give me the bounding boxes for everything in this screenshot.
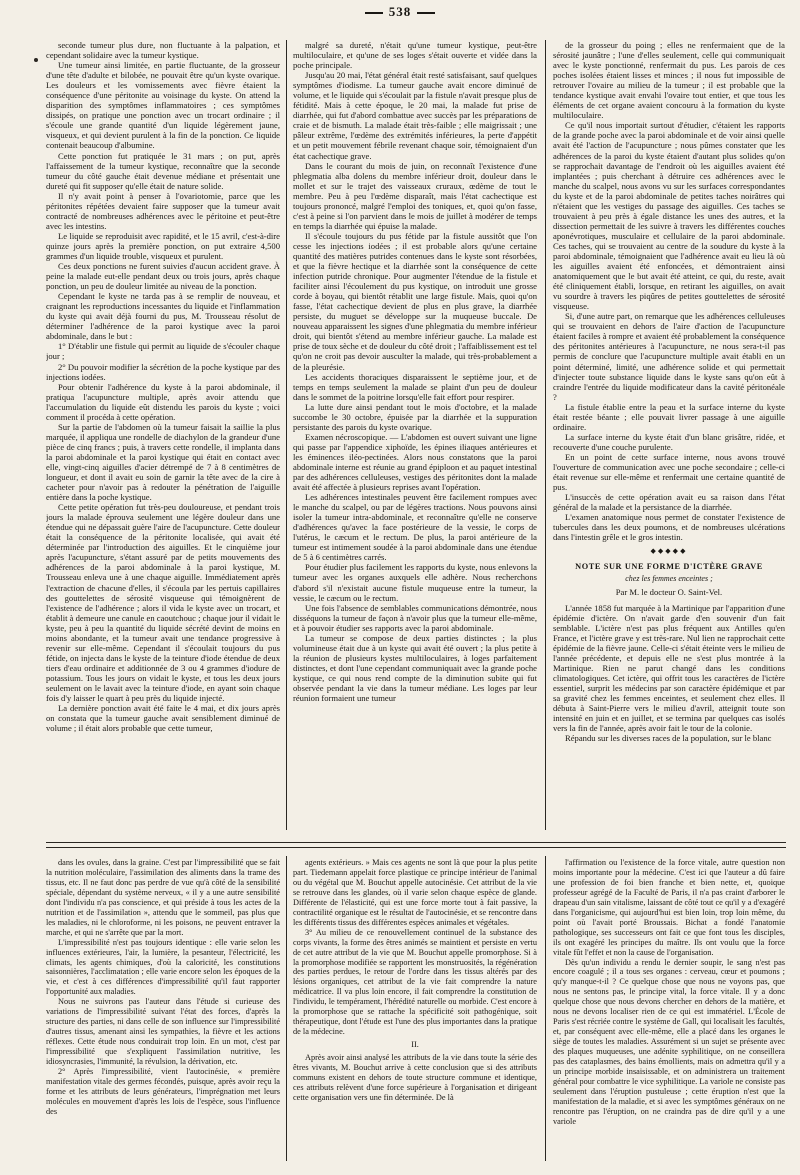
page-number-rule-left [365,12,383,14]
section-ornament: ◆◆◆◆◆ [650,547,688,556]
column-3-article-end [553,40,785,542]
paragraph: Ce qu'il nous importait surtout d'étudier, c'étaient les rapports de la grande poche avec la paroi abdominale et de voir ainsi quelle avait été l'action de l'acupuncture ; nous pûmes constater que les adhérences de la paroi du kyste étaient d'autant plus solides qu'on se rapprochait davantage de l'endroit où les aiguilles avaient été implantées ; puis cherchant à détruire ces adhérences avec le manche du scalpel, nous avons vu sur les surfaces correspondantes du kyste et de la paroi abdominale de petites taches noirâtres qui n'étaient que les vestiges du passage des aiguilles. Ces taches se trouvaient à peu près à égale distance les unes des autres, et la dissection permettait de les suivre à travers les différentes couches aponévrotiques, musculaire et cellulaire de la paroi abdominale. Ces taches, qui se trouvaient au centre de la soudure du kyste à la paroi abdominale, témoignaient que l'adhérence avait eu lieu là où les aiguilles avaient été enfoncées, et démontraient ainsi anatomiquement que le but avait été atteint, ce qui, du reste, avait été cliniquement établi, lorsque, en retirant les aiguilles, on avait vu sourdre à travers les piqûres de petites gouttelettes de sérosité visqueuse. [553,120,785,312]
paragraph: Les accidents thoraciques disparaissent le septième jour, et de temps en temps seulement la malade se plaint d'un peu de douleur dans le sommet de la poitrine lorsqu'elle fait effort pour respirer. [293,371,537,402]
paragraph: Cependant le kyste ne tarda pas à se remplir de nouveau, et craignant les reproductions incessantes du liquide et l'inflammation du kyste qui avait déjà fourni du pus, M. Trousseau résolut de déterminer l'adhérence de la paroi kystique avec la paroi abdominale, dans le but : [46,291,280,342]
paragraph: Une fois l'absence de semblables communications démontrée, nous disséquons la tumeur de façon à n'avoir plus que la tumeur elle-même, et à pouvoir étudier ses rapports avec la paroi abdominale. [293,602,537,633]
paragraph: 2° Du pouvoir modifier la sécrétion de la poche kystique par des injections iodées. [46,361,280,382]
paragraph: Examen nécroscopique. — L'abdomen est ouvert suivant une ligne qui passe par l'appendice xiphoïde, les épines iliaques antérieures et les éminences iléo-pectinées. Alors nous constatons que la paroi abdominale interne est réunie au grand épiploon et au paquet intestinal par des adhérences celluleuses, vestiges des péritonites dont la malade avait été affectée à plusieurs reprises avant l'opération. [293,431,537,493]
paragraph: Jusqu'au 20 mai, l'état général était resté satisfaisant, sauf quelques symptômes d'iodisme. La tumeur gauche avait encore diminué de volume, et le liquide qui s'écoulait par la fistule n'avait presque plus de fétidité. Mais à cette époque, le 20 mai, la malade fut prise de diarrhée, qui fut d'abord combattue avec succès par les préparations de craie et de bismuth. La malade était très-faible ; elle maigrissait ; une pâleur extrême, l'œdème des extrémités inférieures, la perte d'appétit et un petit mouvement fébrile revenant chaque soir, témoignaient d'un état cachectique grave. [293,70,537,161]
paragraph: Répandu sur les diverses races de la population, sur le blanc [565,733,772,744]
paragraph: Cette ponction fut pratiquée le 31 mars ; on put, après l'affaissement de la tumeur kystique, reconnaître que la seconde tumeur du côté gauche était devenue médiane et présentait une dureté qui fit supposer qu'elle était de nature solide. [46,150,280,191]
paragraph: Les adhérences intestinales peuvent être facilement rompues avec le manche du scalpel, ou par de légères tractions. Nous pouvons ainsi isoler la tumeur intra-abdominale, et reconnaître qu'elle ne conserve d'adhérences qu'avec la face postérieure de la vessie, le corps de l'utérus, le cæcum et le rectum. De plus, la paroi antérieure de la tumeur est intimement soudée à la paroi abdominale dans une étendue de 5 à 6 centimètres carrés. [293,492,537,563]
paragraph: L'impressibilité n'est pas toujours identique : elle varie selon les influences extérieures, l'air, la lumière, la pesanteur, l'électricité, les climats, les agents chimiques, d'où la caloricité, les constitutions saisonnières, l'acclimatation ; elle varie encore selon les époques de la vie, et c'est à ces différences d'impressibilité qu'il faut rapporter l'opportunité aux maladies. [46,937,280,997]
paragraph: Le liquide se reproduisit avec rapidité, et le 15 avril, c'est-à-dire quinze jours après la première ponction, on put extraire 4,500 grammes d'un liquide trouble, visqueux et purulent. [46,230,280,261]
note-title: NOTE SUR UNE FORME D'ICTÈRE GRAVE [575,562,763,572]
paragraph: agents extérieurs. » Mais ces agents ne sont là que pour la plus petite part. Tiedemann appelait force plastique ce principe intérieur de l'animal ou du végétal que M. Bouchut appelle autocinésie. Cet attribut de la vie se retrouve dans les glandes, où il varie selon chaque espèce de glande. Différente de l'élasticité, qui est une force morte tout à fait passive, la contractilité organique est le résultat de l'autocinésie, et se rencontre dans les différents tissus des différentes espèces animales et végétales. [293,858,537,927]
paragraph: En un point de cette surface interne, nous avons trouvé l'ouverture de communication avec une poche secondaire ; celle-ci était revenue sur elle-même et renfermait une certaine quantité de pus. [553,451,785,493]
bottom-column-3 [553,858,785,1158]
margin-dot [34,58,38,62]
paragraph: Après avoir ainsi analysé les attributs de la vie dans toute la série des êtres vivants, M. Bouchut arrive à cette conclusion que si des attributs communs existent en dehors de toute structure commune et identique, ces attributs relèvent d'une force supérieure à l'organisation et dirigeant cette organisation vers une fin déterminée. De là [293,1053,537,1102]
note-author: Par M. le docteur O. Saint-Vel. [615,587,723,598]
paragraph: 1° D'établir une fistule qui permit au liquide de s'écouler chaque jour ; [46,341,280,362]
page-number-rule-right [417,12,435,14]
paragraph: Ces deux ponctions ne furent suivies d'aucun accident grave. À peine la malade eut-elle pendant deux ou trois jours, après chaque ponction, un peu de douleur limitée au niveau de la ponction. [46,261,280,292]
column-divider-2 [545,40,546,830]
page-number-text: 538 [388,4,412,19]
bottom-divider-2 [545,856,546,1161]
paragraph: 3° Au milieu de ce renouvellement continuel de la substance des corps vivants, la forme des êtres animés se maintient et persiste en vertu de cet autre attribut de la vie que M. Bouchut appelle promorphose. Si à la promorphose modifiée se rapportent les monstruosités, la régénération des parties perdues, le retour de l'ordre dans les tissus altérés par des lésions organiques, cet attribut de la vie fait comprendre la nature médicatrice. Il va plus loin encore, il fait comprendre la constitution de l'individu, le tempérament, l'hérédité naturelle ou morbide. C'est encore à la promorphose que se rattache la spécificité soit pathogénique, soit thérapeutique, dont l'étude est l'une des plus importantes dans la pratique de la médecine. [293,927,537,1037]
paragraph: Une tumeur ainsi limitée, en partie fluctuante, de la grosseur d'une tête d'adulte et bilobée, ne pouvait être qu'un kyste ovarique. Les douleurs et les vomissements avec fièvre étaient la conséquence d'une péritonite au voisinage du kyste. On attend la disparition des symptômes inflammatoires ; ces symptômes dissipés, on pratique une ponction avec un trocart ordinaire ; il s'écoule une grande quantité d'un liquide légèrement jaune, visqueux, et qui devient purulent à la fin de la ponction. Ce liquide contenait beaucoup d'albumine. [46,60,280,151]
column-1 [46,40,280,820]
paragraph: L'insuccès de cette opération avait eu sa raison dans l'état général de la malade et la persistance de la diarrhée. [553,492,785,513]
note-subtitle: chez les femmes enceintes ; [625,574,713,584]
paragraph: Si, d'une autre part, on remarque que les adhérences celluleuses qui se trouvaient en dehors de l'aire d'action de l'acupuncture étaient faciles à rompre et avaient été probablement la conséquence des péritonites antérieures à l'acupuncture, ne nous sera-t-il pas permis de conclure que l'acupuncture multiple avait établi en un point déterminé, limité, une adhérence solide et qui permettait d'injecter toute substance liquide dans le kyste sans qu'on eût à craindre l'entrée du liquide modificateur dans la cavité péritonéale ? [553,311,785,402]
paragraph: II. [411,1040,419,1050]
paragraph: l'affirmation ou l'existence de la force vitale, autre question non moins importante pour la médecine. C'est ici que l'auteur a dû faire une profession de foi bien franche et bien nette, et, quoique professeur agrégé de la Faculté de Paris, il n'a pas craint d'arborer le drapeau d'un sain vitalisme, laissant de côté tout ce qu'il y a d'exagéré dans l'organicisme, qui aujourd'hui est bien loin, trop loin même, du point où l'avait porté Broussais. Bichat a fondé l'anatomie pathologique, ses successeurs ont fait ce que font tous les disciples, ils ont exagéré les principes du maître. Ils ont voulu que la force vitale fût l'effet et non la cause de l'organisation. [553,858,785,957]
paragraph: La tumeur se compose de deux parties distinctes ; la plus volumineuse était due à un kyste qui avait été ouvert ; la plus petite à la réunion de plusieurs kystes multiloculaires, à loges parfaitement distinctes, et dont l'une cependant communiquait avec la grande poche kystique, ce qui nous rend compte de la diminution subite qui fut observée pendant la vie dans la tumeur médiane. Les loges par leur réunion formaient une tumeur [293,632,537,704]
paragraph: 2° Après l'impressibilité, vient l'autocinésie, « première manifestation vitale des germes fécondés, puisque, après avoir reçu la forme et les attributs de leurs générateurs, l'imprégnation met leurs molécules en mouvement d'après les lois de l'espèce, sous l'influence des [46,1067,280,1116]
paragraph: Il s'écoule toujours du pus fétide par la fistule aussitôt que l'on cesse les injections iodées ; il est probable alors qu'une certaine quantité des matières putrides contenues dans le kyste sont résorbées, et que la fièvre hectique et la diarrhée sont la conséquence de cette infection putride chronique. Pour augmenter l'étendue de la fistule et faciliter ainsi l'écoulement du pus kystique, on introduit une grosse corde à boyau, qui bientôt rétablit une large fistule. Mais, quoi qu'on fasse, l'état cachectique devient de plus en plus grave, la diarrhée persiste, du muguet se développe sur la muqueuse buccale. De nouveau apparaissent les signes d'une phlegmatia du membre inférieur droit, qui bientôt s'étend au membre inférieur gauche. La malade est prise de toux sèche et de douleur du côté droit ; l'affaiblissement est tel qu'on ne croit pas devoir ausculter la malade, qui très-probablement a de la pleurésie. [293,230,537,372]
horizontal-divider-top [46,842,786,843]
paragraph: seconde tumeur plus dure, non fluctuante à la palpation, et cependant solidaire avec la tumeur kystique. [46,40,280,61]
paragraph: Dans le courant du mois de juin, on reconnaît l'existence d'une phlegmatia alba dolens du membre inférieur droit, douleur dans le mollet et sur le trajet des vaisseaux cruraux, œdème de tout le membre. Peu à peu l'œdème disparaît, mais l'état cachectique est toujours prononcé, malgré l'emploi des toniques, et, quoi qu'on fasse, c'est à peine si l'on parvient dans le mois de juillet à modérer de temps en temps la diarrhée qui épuise la malade. [293,160,537,231]
paragraph: Dès qu'un individu a rendu le dernier soupir, le sang n'est pas encore coagulé ; il a tous ses organes : cerveau, cœur et poumons ; qu'y manque-t-il ? Ce quelque chose que nous ne voyons pas, que nous ne sentons pas, le principe vital, la force vitale. Il y a donc quelque chose que nous devons chercher en dehors de la matière, et nous ne devons localiser rien de ce qui est immatériel. L'École de Paris s'est récriée contre le système de Gall, qui localisait les facultés, et, par conséquent avec elle-même, elle a placé dans les organes le siège de toutes les maladies. Assurément si un sujet se présente avec des plaques muqueuses, une adénite syphilitique, on ne conseillera pas des cataplasmes, des bains émollients, mais on admettra qu'il y a un principe morbide insaisissable, et on administrera un traitement général pour combattre le vice syphilitique. La variole ne consiste pas seulement dans l'éruption pustuleuse ; cette éruption n'est que la manifestation de la maladie, et si avec les symptômes généraux on ne rencontre pas l'éruption, on ne craindra pas de dire qu'il y a une variole [553,957,785,1126]
page-number [0,4,800,26]
paragraph: Sur la partie de l'abdomen où la tumeur faisait la saillie la plus marquée, il appliqua une rondelle de diachylon de la grandeur d'une pièce de cinq francs ; puis, à travers cette rondelle, il implanta dans la paroi abdominale et la paroi kystique qui était en contact avec elle, vingt-cinq aiguilles d'acier détrempé de 7 à 8 centimètres de longueur, et dont il avait eu soin de garnir la tête avec de la cire à cacheter pour n'avoir pas à redouter la pénétration de l'aiguille entière dans la poche kystique. [46,421,280,503]
paragraph: Nous ne suivrons pas l'auteur dans l'étude si curieuse des variations de l'impressibilité suivant l'état des forces, d'après la structure des parties, ni dans celle de son influence sur l'impressibilité d'autres tissus, amenant ainsi les sympathies, la fièvre et les actions réflexes. Cette étude nous conduirait trop loin. En un mot, c'est par l'impressibilité que s'expliquent l'assimilation nutritive, les idiosyncrasies, l'immunité, la révulsion, la dérivation, etc. [46,997,280,1067]
horizontal-divider-bottom [46,847,786,848]
paragraph: L'année 1858 fut marquée à la Martinique par l'apparition d'une épidémie d'ictère. On n'avait garde d'en souvenir d'un fait semblable. L'ictère n'est pas plus fréquent aux Antilles qu'en France, et l'ictère grave y est très-rare. Nul lien ne rapprochait cette épidémie de la fièvre jaune. Celle-ci s'était éteinte vers le milieu de l'année précédente, et depuis elle ne s'est plus montrée à la Martinique. Rien ne parut changé dans les conditions climatologiques. Cet ictère, qui offrit tous les caractères de l'ictère essentiel, surprit les médecins par son caractère épidémique et par sa gravité chez les femmes enceintes, et seulement chez elles. Il débuta à Saint-Pierre vers le milieu d'avril, atteignit toute son intensité en juin et en juillet, et se termina par quelques cas isolés vers la fin de l'année, après avoir fait le tour de la colonie. [553,602,785,734]
paragraph: Il n'y avait point à penser à l'ovariotomie, parce que les péritonites répétées devaient faire supposer que la tumeur avait contracté de nombreuses adhérences avec le péritoine et peut-être avec les intestins. [46,190,280,231]
paragraph: Cette petite opération fut très-peu douloureuse, et pendant trois jours la malade éprouva seulement une légère douleur dans une étendue qui ne dépassait guère l'aire de l'acupuncture. Cette douleur était la conséquence de la péritonite localisée, qui avait été déterminée par l'introduction des aiguilles. Et le cinquième jour après l'acupuncture, s'étant assuré par de petits mouvements des adhérences de la paroi abdominale à la paroi kystique, M. Trousseau enleva une à une chaque aiguille. Immédiatement après l'extraction de chacune d'elles, il s'écoula par les pertuis capillaires des gouttelettes de sérosité visqueuse qui témoignèrent de l'existence de l'adhérence ; alors il vida le kyste avec un trocart, et établit à demeure une canule en caoutchouc ; chaque jour il vidait le kyste, peu à peu la quantité du liquide sécrété devint de moins en moins abondante, et la tumeur avait une tendance progressive à revenir sur elle-même. Cependant il s'écoulait toujours du pus fétide, on injecta dans le kyste de la teinture d'iode étendue de deux tiers d'eau ordinaire et additionnée de 3 ou 4 grammes d'iodure de potassium. Tous les jours on vidait le kyste, et tous les deux jours seulement on le lavait avec la teinture d'iode, en ayant soin chaque fois d'y laisser le quart à peu près du liquide injecté. [46,502,280,704]
paragraph: dans les ovules, dans la graine. C'est par l'impressibilité que se fait la nutrition moléculaire, l'assimilation des aliments dans la trame des tissus, etc. Il ne faut donc pas perdre de vue qu'à côté de la sensibilité spéciale, dépendant du système nerveux, « il y a une autre sensibilité dont l'individu n'a pas conscience, et qui préside à tous les actes de la nutrition et de l'assimilation », attendu que le sommeil, pas plus que les maladies, ni le chloroforme, ni les poisons, ne peuvent entraver la marche, et qui ne s'arrête que par la mort. [46,858,280,937]
column-3 [553,40,785,830]
paragraph: Pour étudier plus facilement les rapports du kyste, nous enlevons la tumeur avec les organes auxquels elle adhère. Nous recherchons d'abord s'il n'existait aucune fistule muqueuse entre la tumeur, la vessie, le cæcum ou le rectum. [293,562,537,603]
paragraph: La surface interne du kyste était d'un blanc grisâtre, ridée, et recouverte d'une couche purulente. [553,431,785,452]
bottom-divider-1 [286,856,287,1161]
paragraph: La dernière ponction avait été faite le 4 mai, et dix jours après on constata que la tumeur gauche avait sensiblement diminué de volume ; il était alors probable que cette tumeur, [46,703,280,734]
paragraph: Pour obtenir l'adhérence du kyste à la paroi abdominale, il pratiqua l'acupuncture multiple, après avoir attendu que l'accumulation du liquide eût distendu les parois du kyste ; voici comment il procéda à cette opération. [46,381,280,422]
paragraph: malgré sa dureté, n'était qu'une tumeur kystique, peut-être multiloculaire, et qu'une de ses loges s'était ouverte et vidée dans la poche principale. [293,40,537,71]
column-2 [293,40,537,830]
column-divider-1 [286,40,287,830]
bottom-column-1 [46,858,280,1158]
column-3-note-body [553,603,785,744]
paragraph: de la grosseur du poing ; elles ne renfermaient que de la sérosité jaunâtre ; l'une d'elles seulement, celle qui communiquait avec le kyste ponctionné, renfermait du pus. Les parois de ces poches isolées étaient lisses et minces ; il nous fut impossible de retrouver l'ovaire au milieu de la tumeur ; il est probable que la tendance kystique avait envahi l'ovaire tout entier, et que tous les éléments de cet organe avaient concouru à la formation du kyste multiloculaire. [553,40,785,121]
paragraph: La fistule établie entre la peau et la surface interne du kyste était restée béante ; elle pouvait livrer passage à une aiguille ordinaire. [553,401,785,432]
bottom-column-2 [293,858,537,1158]
paragraph: L'examen anatomique nous permet de constater l'existence de tubercules dans les deux poumons, et de nombreuses ulcérations dans l'intestin grêle et le gros intestin. [553,512,785,543]
paragraph: La lutte dure ainsi pendant tout le mois d'octobre, et la malade succombe le 30 octobre, épuisée par la diarrhée et la suppuration persistante des parois du kyste ovarique. [293,401,537,432]
